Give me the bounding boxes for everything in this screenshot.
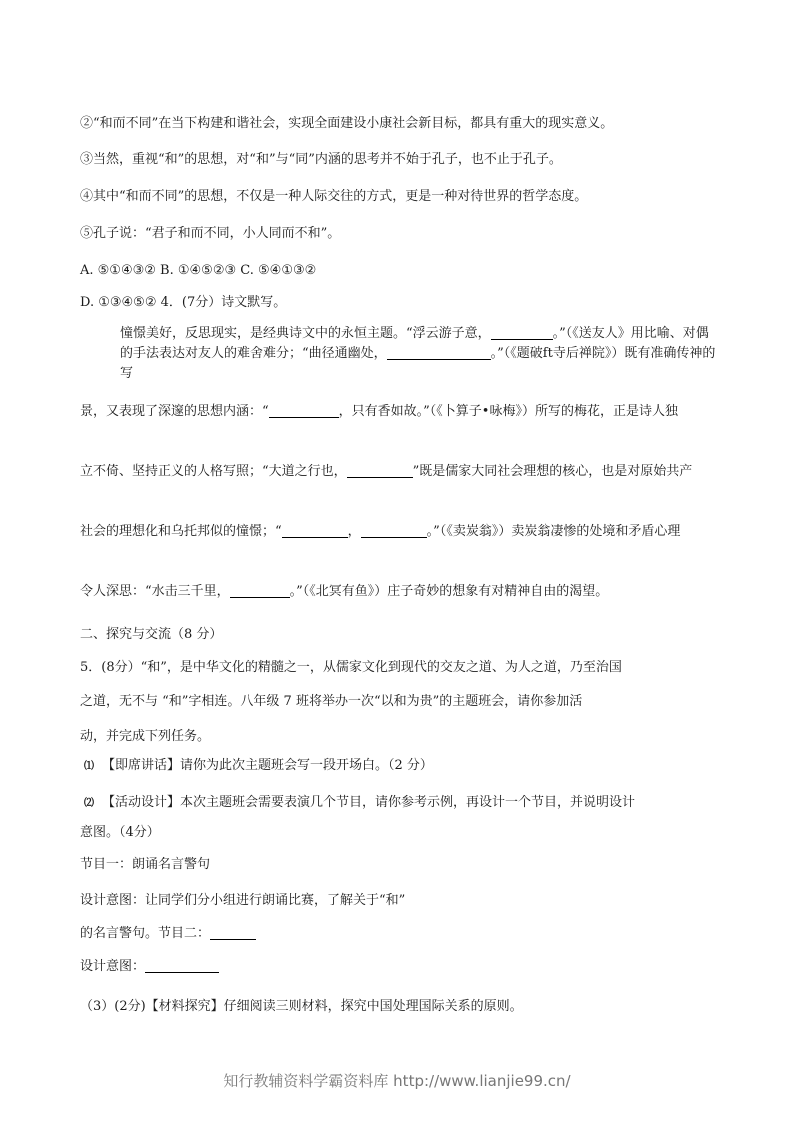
poem-paragraph-1: 憧憬美好，反思现实，是经典诗文中的永恒主题。“浮云游子意， 。”（《送友人》用比喻、对偶的手法表达对友人的难舍难分；“曲径通幽处， 。”（《题破ft寺后禅院》）既有准确传神的写 [120, 326, 716, 381]
answer-blank[interactable] [145, 958, 219, 973]
question-5-line-3: 动，并完成下列任务。 [80, 729, 211, 744]
answer-blank[interactable] [210, 925, 256, 940]
design-intent-1: 设计意图：让同学们分小组进行朗诵比赛，了解关于“和” [80, 893, 406, 908]
poem-paragraph-3: 立不倚、坚持正义的人格写照；“大道之行也， ”既是儒家大同社会理想的核心，也是对原始共产 [80, 464, 693, 479]
answer-blank[interactable] [361, 523, 427, 538]
options-abc: A. ⑤①④③② B. ①④⑤②③ C. ⑤④①③② [80, 263, 317, 278]
sentence-3: ③当然，重视“和”的思想，对“和”与“同”内涵的思考并不始于孔子，也不止于孔子。 [80, 152, 562, 167]
task-2-marker: ⑵ [84, 798, 94, 809]
watermark-footer: 知行教辅资料学霸资料库 http://www.lianjie99.cn/ [223, 1072, 571, 1090]
task-2-continued: 意图。（4分） [80, 825, 160, 840]
answer-blank[interactable] [269, 403, 339, 418]
poem-paragraph-5: 令人深思：“水击三千里， 。”（《北冥有鱼》）庄子奇妙的想象有对精神自由的渴望。 [80, 584, 609, 599]
sentence-2: ②“和而不同”在当下构建和谐社会，实现全面建设小康社会新目标，都具有重大的现实意义。 [80, 116, 614, 131]
poem-paragraph-2: 景，又表现了深邃的思想内涵：“ ，只有香如故。”（《卜算子•咏梅》）所写的梅花，正是诗人独 [80, 404, 678, 419]
answer-blank[interactable] [387, 345, 491, 360]
design-intent-2: 设计意图： [80, 958, 219, 976]
answer-blank[interactable] [230, 583, 290, 598]
task-2: ⑵ 【活动设计】本次主题班会需要表演几个节目，请你参考示例，再设计一个节目，并说明设计 [84, 794, 635, 813]
section-heading: 二、探究与交流（8 分） [80, 627, 223, 642]
poem-paragraph-4: 社会的理想化和乌托邦似的憧憬；“ ， 。”（《卖炭翁》）卖炭翁凄惨的处境和矛盾心理 [80, 524, 681, 539]
sentence-5: ⑤孔子说：“君子和而不同，小人同而不和”。 [80, 226, 341, 241]
answer-blank[interactable] [491, 325, 553, 340]
question-5-line-2: 之道，无不与 “和”字相连。八年级 7 班将举办一次“以和为贵”的主题班会，请你参加活 [80, 694, 583, 709]
program-2: 的名言警句。节目二： [80, 925, 256, 943]
answer-blank[interactable] [347, 463, 413, 478]
task-3: （3）(2分)【材料探究】仔细阅读三则材料，探究中国处理国际关系的原则。 [80, 999, 523, 1014]
task-1-marker: ⑴ [84, 761, 94, 772]
question-5-line-1: 5．(8分）“和”，是中华文化的精髓之一，从儒家文化到现代的交友之道、为人之道，乃至治国 [80, 660, 622, 675]
answer-blank[interactable] [282, 523, 348, 538]
program-1: 节目一：朗诵名言警句 [80, 857, 211, 872]
sentence-4: ④其中“和而不同”的思想，不仅是一种人际交往的方式，更是一种对待世界的哲学态度。 [80, 189, 588, 204]
option-d-question-4: D. ①③④⑤② 4．(7分）诗文默写。 [80, 295, 287, 310]
task-1: ⑴ 【即席讲话】请你为此次主题班会写一段开场白。（2 分） [84, 757, 433, 776]
